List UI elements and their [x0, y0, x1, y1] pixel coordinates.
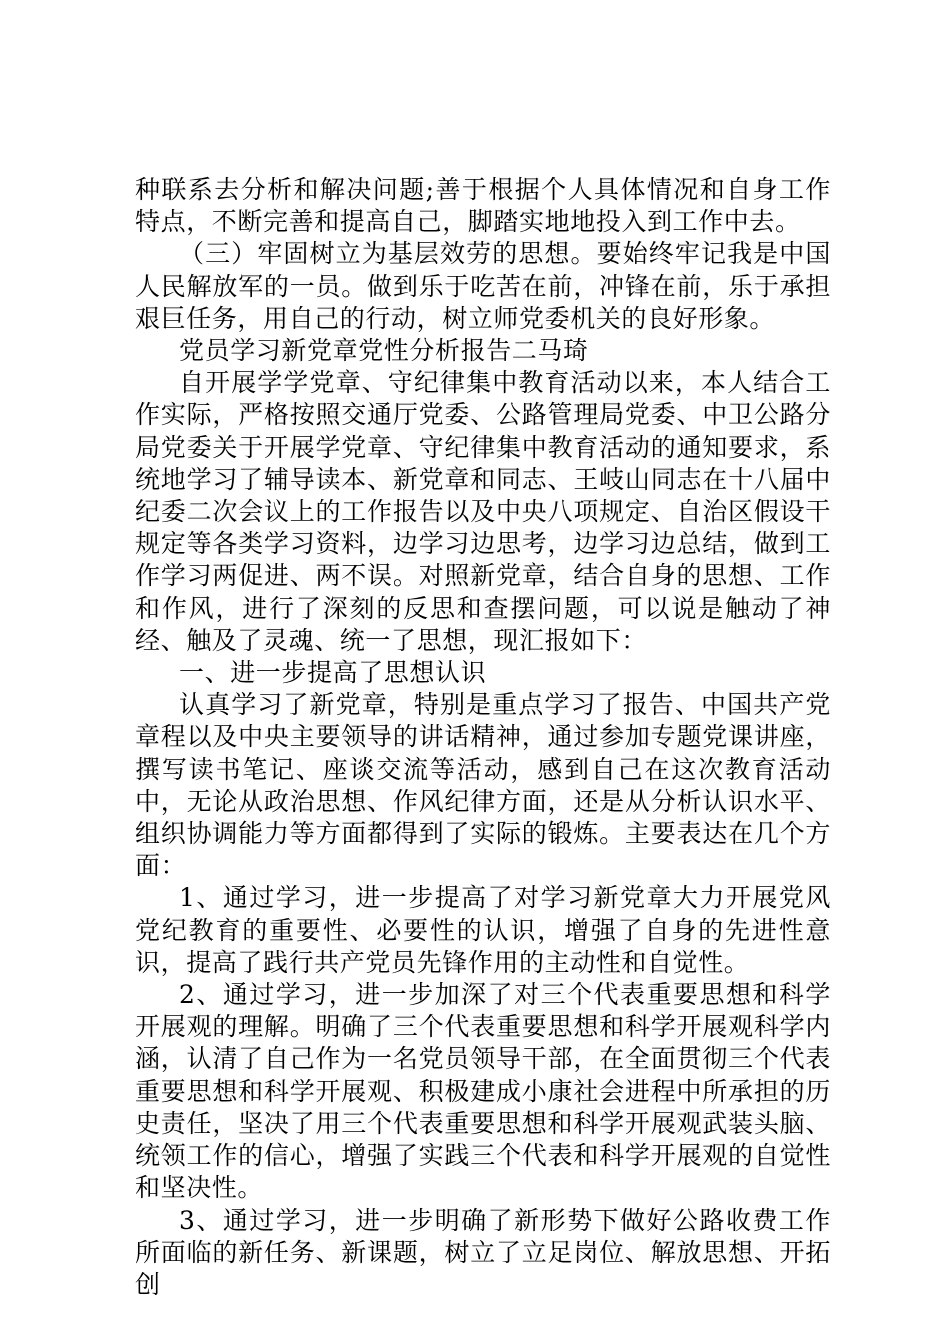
paragraph-section-three: （三）牢固树立为基层效劳的思想。要始终牢记我是中国人民解放军的一员。做到乐于吃苦在前，冲锋在前，乐于承担艰巨任务，用自己的行动，树立师党委机关的良好形象。: [135, 239, 831, 333]
paragraph-point-two: 2、通过学习，进一步加深了对三个代表重要思想和科学开展观的理解。明确了三个代表重要思想和科学开展观科学内涵，认清了自己作为一名党员领导干部，在全面贯彻三个代表重要思想和科学开展观、积极建成小康社会进程中所承担的历史责任，坚决了用三个代表重要思想和科学开展观武装头脑、统领工作的信心，增强了实践三个代表和科学开展观的自觉性和坚决性。: [135, 980, 831, 1203]
paragraph-continuation: 种联系去分析和解决问题;善于根据个人具体情况和自身工作特点，不断完善和提高自己，脚踏实地地投入到工作中去。: [135, 175, 831, 237]
paragraph-intro: 自开展学学党章、守纪律集中教育活动以来，本人结合工作实际，严格按照交通厅党委、公路管理局党委、中卫公路分局党委关于开展学党章、守纪律集中教育活动的通知要求，系统地学习了辅导读本、新党章和同志、王岐山同志在十八届中纪委二次会议上的工作报告以及中央八项规定、自治区假设干规定等各类学习资料，边学习边思考，边学习边总结，做到工作学习两促进、两不误。对照新党章，结合自身的思想、工作和作风，进行了深刻的反思和查摆问题，可以说是触动了神经、触及了灵魂、统一了思想，现汇报如下：: [135, 368, 831, 655]
paragraph-study: 认真学习了新党章，特别是重点学习了报告、中国共产党章程以及中央主要领导的讲话精神，通过参加专题党课讲座，撰写读书笔记、座谈交流等活动，感到自己在这次教育活动中，无论从政治思想、作风纪律方面，还是从分析认识水平、组织协调能力等方面都得到了实际的锻炼。主要表达在几个方面：: [135, 690, 831, 881]
document-page: [135, 174, 831, 1301]
section-heading-one: 一、进一步提高了思想认识: [179, 658, 487, 688]
paragraph-point-three: 3、通过学习，进一步明确了新形势下做好公路收费工作所面临的新任务、新课题，树立了立足岗位、解放思想、开拓创: [135, 1205, 831, 1299]
report-title: 党员学习新党章党性分析报告二马琦: [179, 336, 589, 366]
paragraph-point-one: 1、通过学习，进一步提高了对学习新党章大力开展党风党纪教育的重要性、必要性的认识，增强了自身的先进性意识，提高了践行共产党员先锋作用的主动性和自觉性。: [135, 883, 831, 977]
